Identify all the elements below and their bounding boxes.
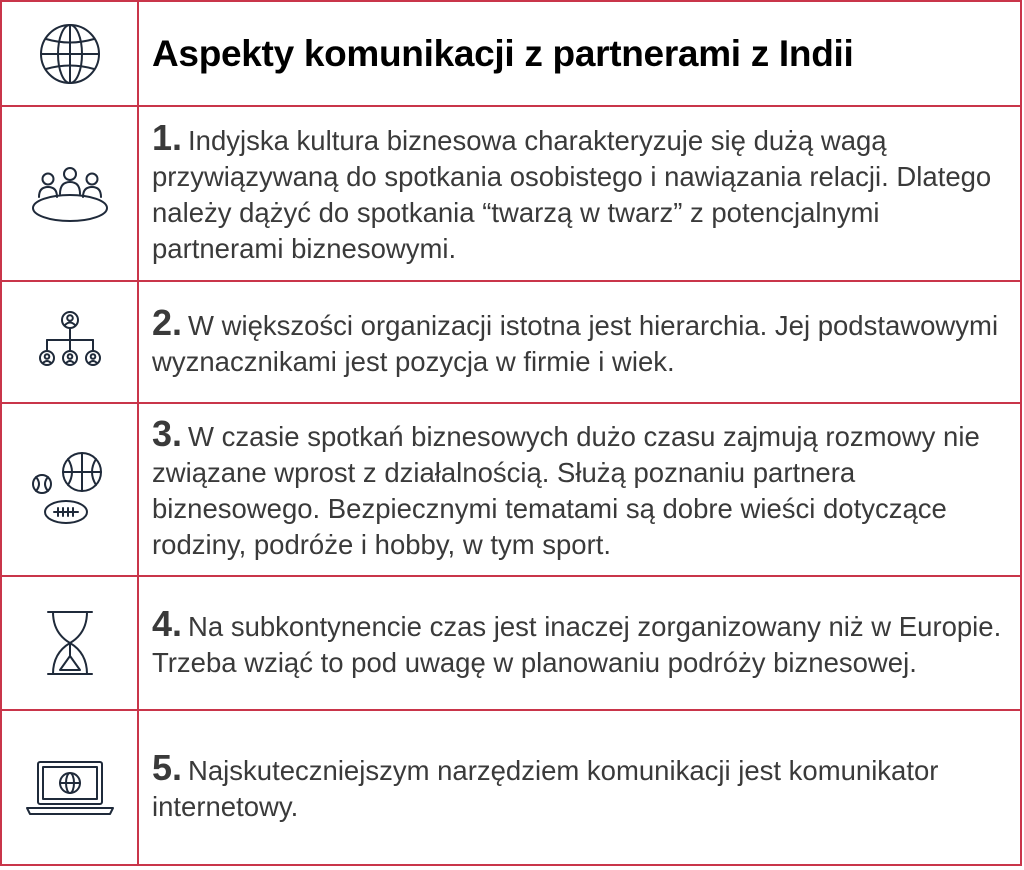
header-icon-cell	[2, 2, 139, 105]
item-text-cell-3	[152, 404, 1004, 575]
item-row-2	[2, 280, 1020, 402]
item-row-3	[2, 402, 1020, 575]
page-title: Aspekty komunikacji z partnerami z Indii	[152, 32, 854, 74]
item-row-4	[2, 575, 1020, 709]
item-text-cell-1	[152, 107, 1004, 280]
item-icon-cell-3	[2, 404, 139, 575]
hierarchy-icon	[35, 310, 105, 374]
item-description-3: W czasie spotkań biznesowych dużo czasu zajmują rozmowy nie związane wprost z działalnością. Służą poznaniu partnera biznesowego. Bezpiecznymi tematami są dobre wieści dotyczące rodziny, podróże i hobby, w tym sport.	[152, 421, 980, 560]
item-icon-cell-4	[2, 577, 139, 709]
meeting-table-icon	[30, 162, 110, 226]
item-number-1: 1.	[152, 117, 183, 158]
item-number-4: 4.	[152, 602, 183, 644]
item-number-5: 5.	[152, 747, 183, 788]
item-number-3: 3.	[152, 413, 183, 454]
item-text-2	[152, 301, 1004, 380]
item-text-cell-4	[152, 577, 1004, 709]
item-description-1: Indyjska kultura biznesowa charakteryzuje się dużą wagą przywiązywaną do spotkania osobistego i nawiązania relacji. Dlatego należy dążyć do spotkania “twarzą w twarz” z potencjalnymi partnerami biznesowymi.	[152, 125, 992, 264]
item-text-1	[152, 117, 1004, 267]
item-text-5	[152, 747, 1004, 825]
header-row	[2, 2, 1020, 105]
item-text-3	[152, 413, 1004, 563]
sports-balls-icon	[30, 450, 110, 530]
header-title-cell	[152, 2, 1004, 105]
item-number-2: 2.	[152, 301, 183, 343]
item-text-cell-2	[152, 282, 1004, 402]
item-text-4	[152, 602, 1004, 681]
item-row-1	[2, 105, 1020, 280]
hourglass-icon	[45, 608, 95, 678]
item-description-2: W większości organizacji istotna jest hierarchia. Jej podstawowymi wyznacznikami jest pozycja w firmie i wiek.	[152, 309, 999, 377]
item-icon-cell-1	[2, 107, 139, 280]
item-description-4: Na subkontynencie czas jest inaczej zorganizowany niż w Europie. Trzeba wziąć to pod uwagę w planowaniu podróży biznesowej.	[152, 610, 1002, 678]
item-text-cell-5	[152, 711, 1004, 864]
laptop-globe-icon	[24, 758, 116, 818]
item-icon-cell-5	[2, 711, 139, 864]
globe-icon	[38, 22, 102, 86]
item-description-5: Najskuteczniejszym narzędziem komunikacji jest komunikator internetowy.	[152, 755, 939, 822]
item-row-5	[2, 709, 1020, 864]
item-icon-cell-2	[2, 282, 139, 402]
